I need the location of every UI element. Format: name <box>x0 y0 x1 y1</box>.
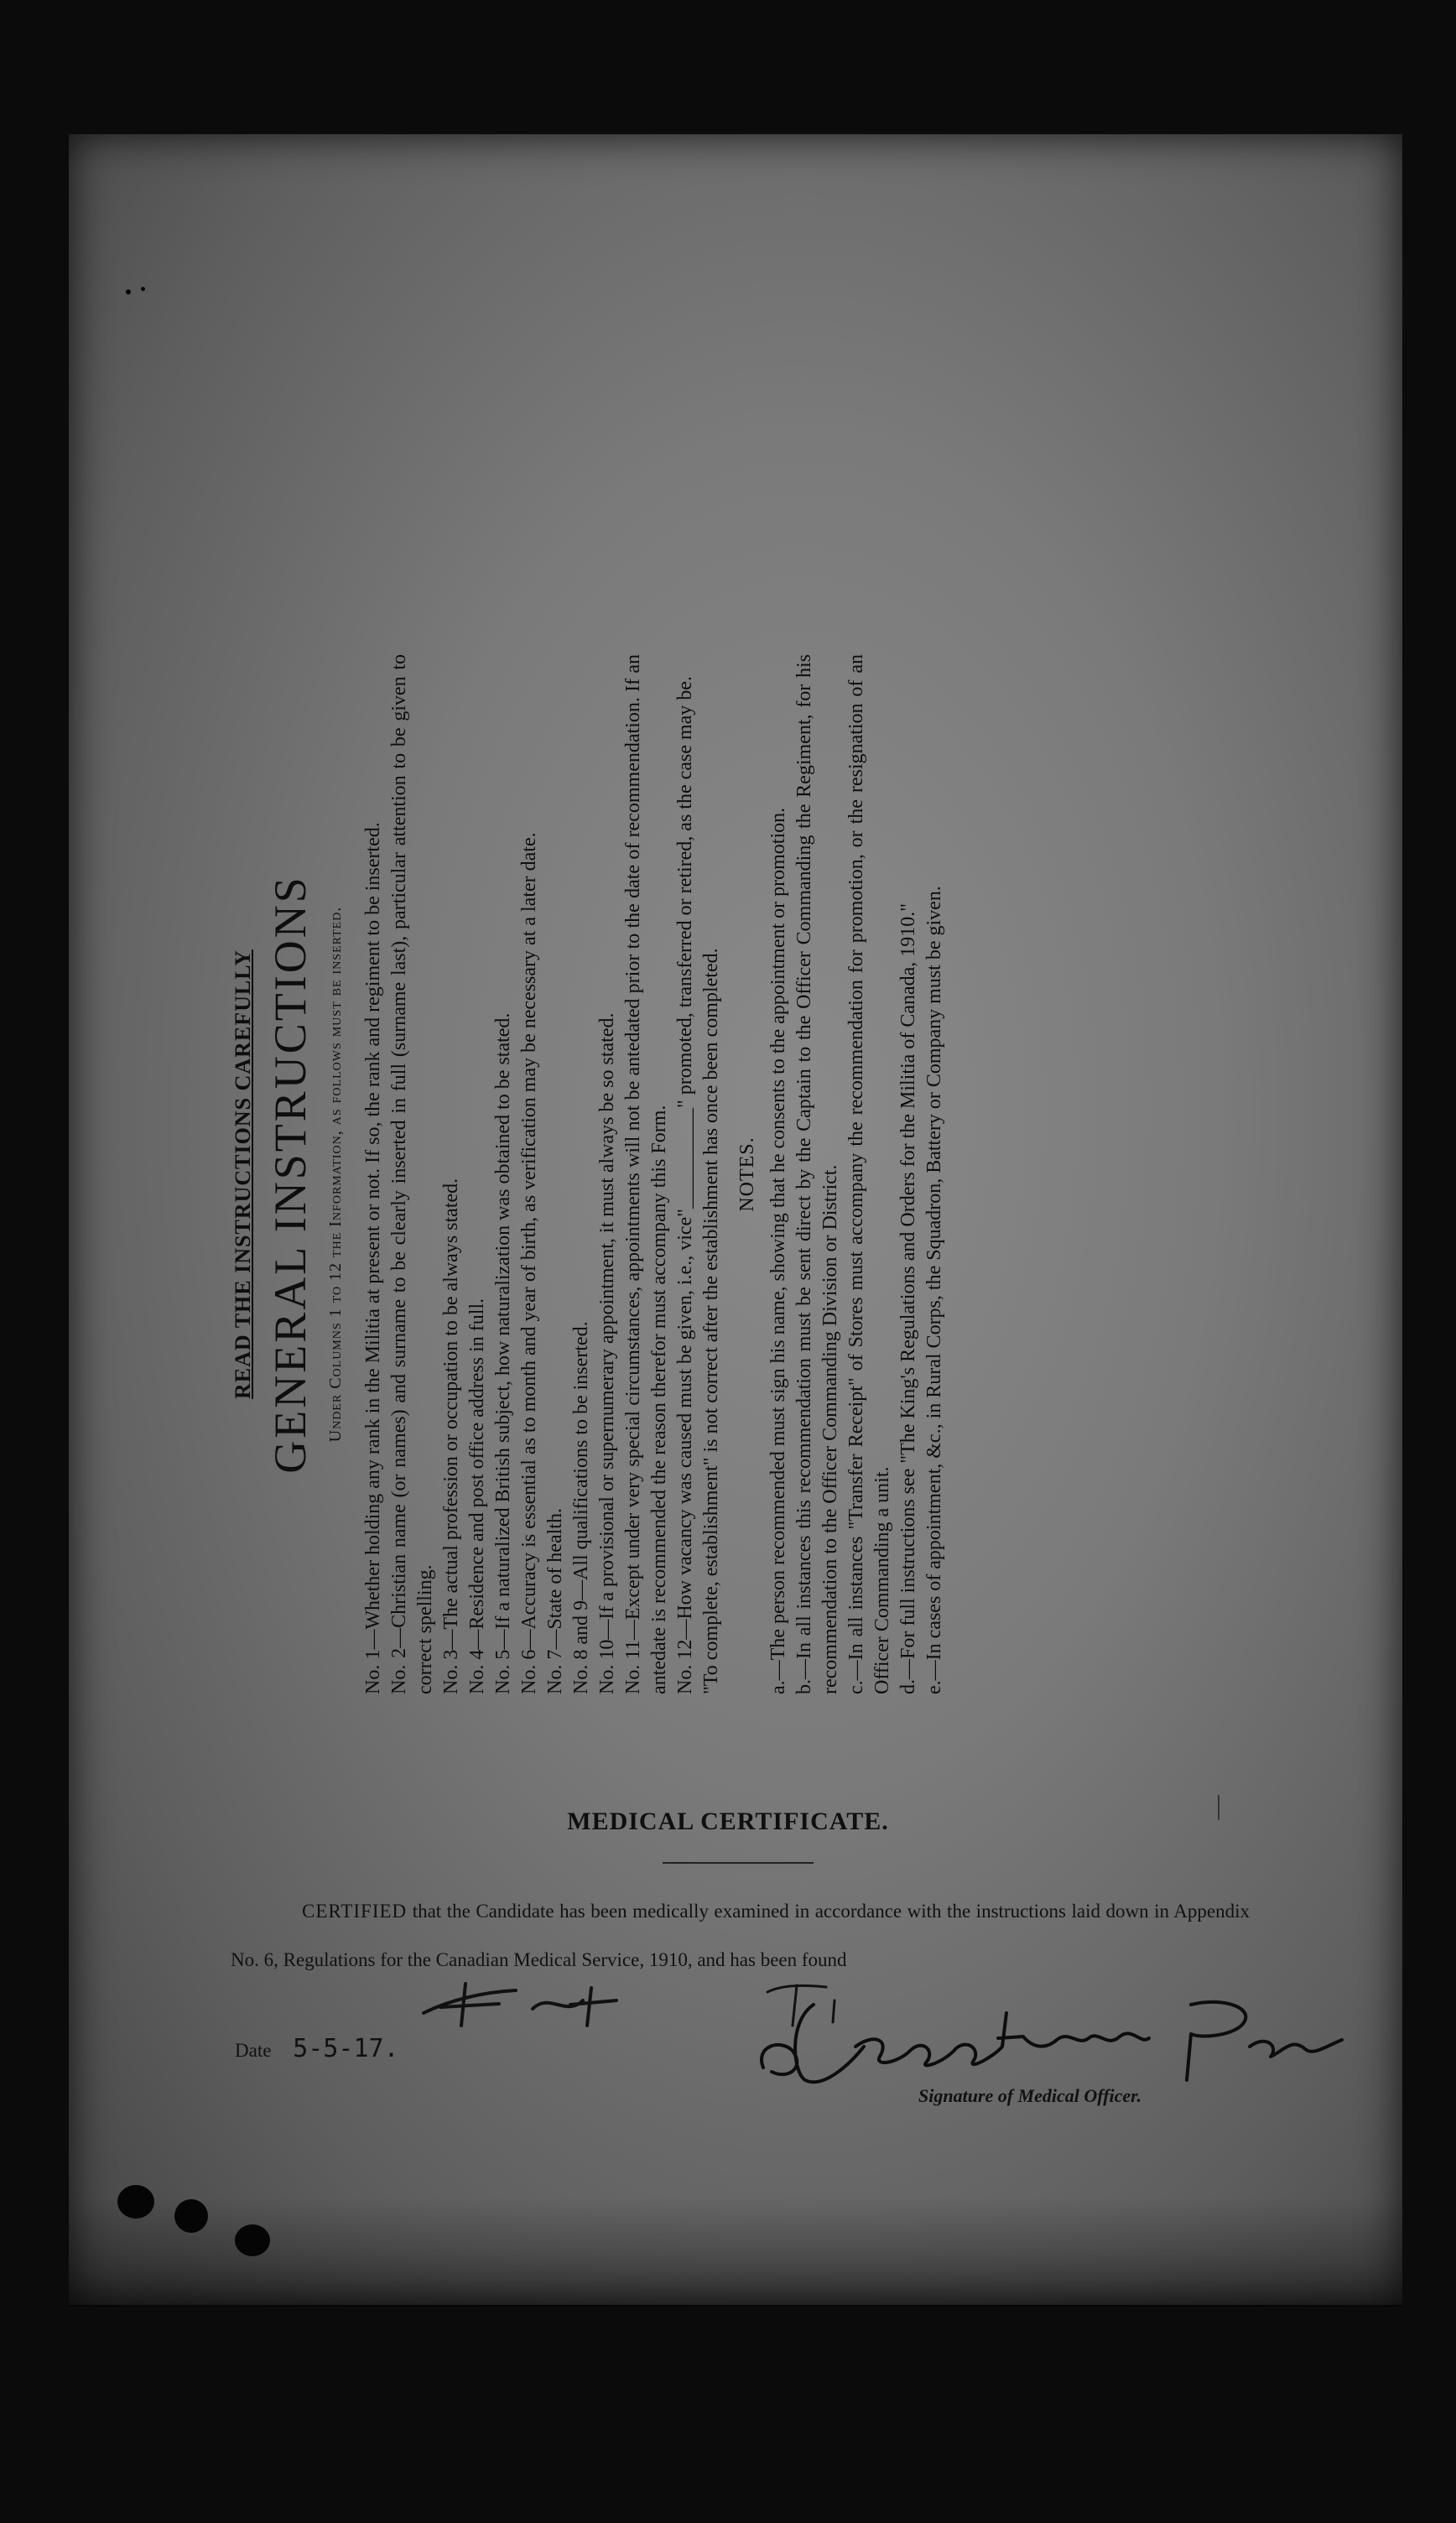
instruction-item: No. 11—Except under very special circumstances, appointments will not be antedated prior to the date of recommendation. If an antedate is recommended the reason therefor must accompany this Form. <box>622 654 670 1694</box>
scan-shadow <box>69 2198 1402 2307</box>
instruction-item: No. 7—State of health. <box>544 1508 566 1694</box>
read-heading: READ THE INSTRUCTIONS CAREFULLY <box>231 949 255 1399</box>
medical-certificate-title: MEDICAL CERTIFICATE. <box>567 1808 889 1835</box>
note-item: a.—The person recommended must sign his name, showing that he consents to the appointment or promotion. <box>767 807 789 1694</box>
note-item: c.—In all instances "Transfer Receipt" of Stores must accompany the recommendation for promotion, or the resignation of an Officer Commanding a unit. <box>845 654 893 1694</box>
under-columns-heading: Under Columns 1 to 12 the Information, as follows must be inserted. <box>326 906 345 1443</box>
scan-speck <box>126 289 131 294</box>
medical-officer-signature <box>755 1988 1359 2097</box>
instruction-item: No. 4—Residence and post office address in full. <box>466 1298 488 1694</box>
instruction-item: No. 12—How vacancy was caused must be given, i.e., vice"__________" promoted, transferred or retired, as the case may be. <box>674 676 696 1694</box>
instruction-item: No. 1—Whether holding any rank in the Militia at present or not. If so, the rank and regiment to be inserted. <box>362 822 384 1694</box>
scan-speck <box>174 2199 208 2233</box>
general-instructions-heading: GENERAL INSTRUCTIONS <box>265 875 315 1474</box>
instruction-item: No. 2—Christian name (or names) and surname to be clearly inserted in full (surname last), particular attention to be given to correct spelling. <box>388 654 436 1694</box>
note-item: b.—In all instances this recommendation must be sent direct by the Captain to the Officer Commanding the Regiment, for his recommendation to the Officer Commanding Division or District. <box>793 654 841 1694</box>
notes-list <box>766 654 948 1694</box>
certified-word: CERTIFIED <box>302 1901 408 1922</box>
note-item: d.—For full instructions see "The King's Regulations and Orders for the Militia of Canada, 1910." <box>897 903 919 1694</box>
scan-speck <box>117 2185 154 2219</box>
instruction-item: No. 5—If a naturalized British subject, how naturalization was obtained to be stated. <box>492 1012 514 1694</box>
note-item: e.—In cases of appointment, &c., in Rural Corps, the Squadron, Battery or Company must be given. <box>923 886 945 1694</box>
title-divider <box>663 1862 814 1864</box>
instruction-item: No. 10—If a provisional or supernumerary appointment, it must always be so stated. <box>596 1012 618 1694</box>
signature-caption: Signature of Medical Officer. <box>918 2085 1142 2106</box>
date-value: 5-5-17. <box>293 2034 399 2063</box>
date-label: Date <box>235 2040 272 2061</box>
instruction-item: No. 8 and 9—All qualifications to be inserted. <box>570 1321 592 1694</box>
scan-speck <box>141 287 145 291</box>
notes-heading: NOTES. <box>736 1137 758 1212</box>
date-line <box>235 2034 399 2063</box>
instructions-rotated <box>222 646 1254 1703</box>
instruction-item: No. 6—Accuracy is essential as to month and year of birth, as verification may be necessary at a later date. <box>518 832 540 1694</box>
certificate-text: that the Candidate has been medically examined in accordance with the instructions laid down in Appendix No. 6, Regulations for the Canadian Medical Service, 1910, and has been found <box>231 1901 1251 1970</box>
instruction-item: No. 3—The actual profession or occupation to be always stated. <box>440 1178 462 1694</box>
instructions-block <box>222 646 1254 1703</box>
instruction-item: "To complete, establishment" is not correct after the establishment has once been completed. <box>700 948 722 1694</box>
instruction-list <box>361 654 725 1694</box>
scan-speck <box>235 2224 270 2256</box>
